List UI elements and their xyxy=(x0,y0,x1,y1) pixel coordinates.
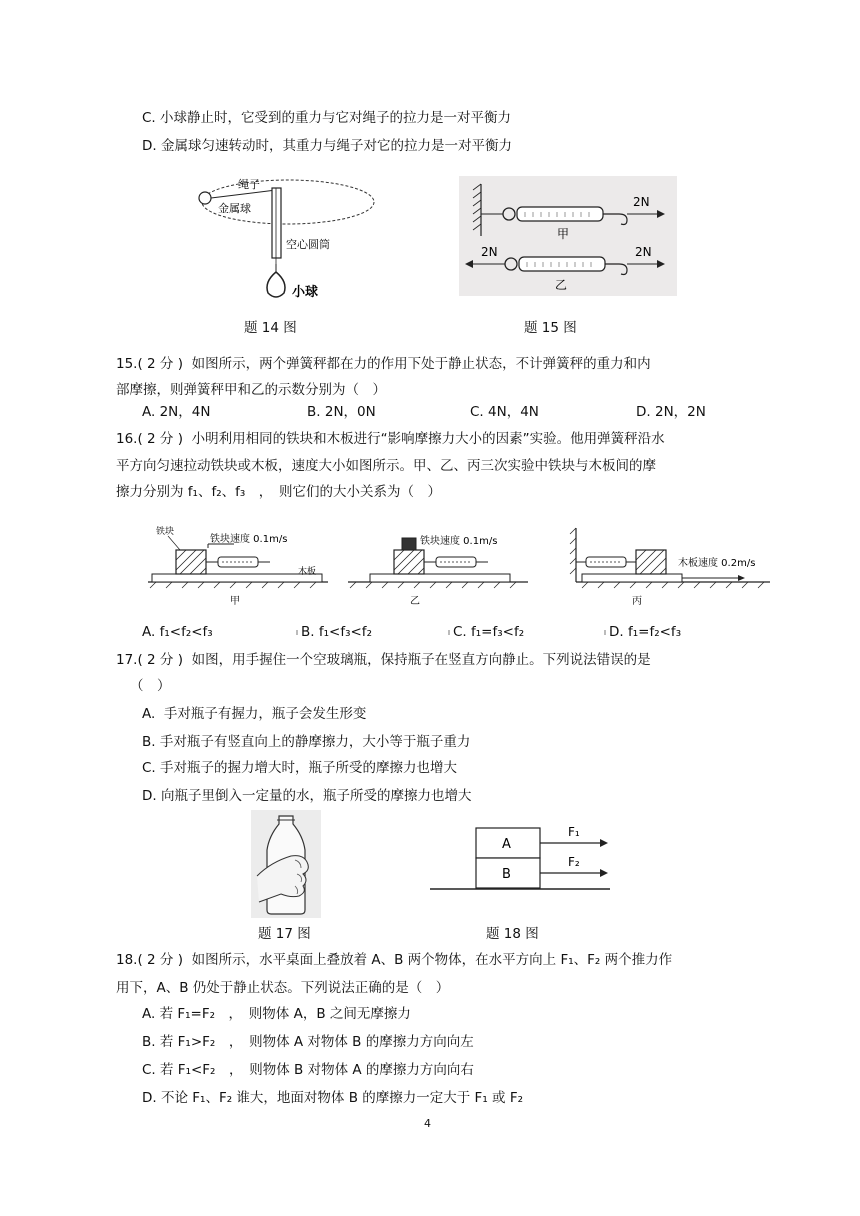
q17-stem-2: （ ） xyxy=(130,678,171,694)
svg-text:木板速度 0.2m/s: 木板速度 0.2m/s xyxy=(678,558,756,569)
q17-option-d: D. 向瓶子里倒入一定量的水，瓶子所受的摩擦力也增大 xyxy=(142,788,472,804)
q16-stem-3: 擦力分别为 f₁、f₂、f₃ ， 则它们的大小关系为（ ） xyxy=(116,484,442,500)
caption-18: 题 18 图 xyxy=(486,926,539,942)
q16-option-a: A. f₁<f₂<f₃ xyxy=(142,624,213,640)
label-yi: 乙 xyxy=(555,278,568,292)
figure-15 xyxy=(459,176,677,296)
force-label-yi-left: 2N xyxy=(481,245,498,259)
q16-option-c: C. f₁=f₃<f₂ xyxy=(448,622,524,642)
label-jia: 甲 xyxy=(557,227,570,241)
svg-text:铁块: 铁块 xyxy=(156,527,175,537)
svg-text:甲: 甲 xyxy=(230,596,240,607)
q17-option-c: C. 手对瓶子的握力增大时，瓶子所受的摩擦力也增大 xyxy=(142,760,458,776)
q15-option-d: D. 2N，2N xyxy=(636,404,706,420)
q15-stem-2: 部摩擦，则弹簧秤甲和乙的示数分别为（ ） xyxy=(116,382,386,398)
q15-stem-1: 15.( 2 分 ) 如图所示，两个弹簧秤都在力的作用下处于静止状态，不计弹簧秤的重力和内 xyxy=(116,356,651,372)
q17-option-b: B. 手对瓶子有竖直向上的静摩擦力，大小等于瓶子重力 xyxy=(142,734,471,750)
fig16-jia xyxy=(148,525,328,607)
q16-option-d: D. f₁=f₂<f₃ xyxy=(604,622,681,642)
fig16-yi xyxy=(348,534,528,607)
q17-option-a: A. 手对瓶子有握力，瓶子会发生形变 xyxy=(142,706,367,722)
q18-option-d: D. 不论 F₁、F₂ 谁大，地面对物体 B 的摩擦力一定大于 F₁ 或 F₂ xyxy=(142,1090,523,1106)
tube-label: 空心圆筒 xyxy=(286,238,330,251)
force-label-yi-right: 2N xyxy=(635,245,652,259)
q18-option-b: B. 若 F₁>F₂ ， 则物体 A 对物体 B 的摩擦力方向向左 xyxy=(142,1034,474,1050)
small-ball-label: 小球 xyxy=(292,285,319,300)
svg-text:铁块速度 0.1m/s: 铁块速度 0.1m/s xyxy=(210,534,288,545)
q16-option-b: B. f₁<f₃<f₂ xyxy=(296,622,372,642)
f1-label: F₁ xyxy=(568,825,580,839)
force-label-jia: 2N xyxy=(633,195,650,209)
q17-stem-1: 17.( 2 分 ) 如图，用手握住一个空玻璃瓶，保持瓶子在竖直方向静止。下列说法错误的是 xyxy=(116,652,651,668)
q16-stem-2: 平方向匀速拉动铁块或木板，速度大小如图所示。甲、乙、丙三次实验中铁块与木板间的摩 xyxy=(116,458,656,474)
q16-stem-1: 16.( 2 分 ) 小明利用相同的铁块和木板进行“影响摩擦力大小的因素”实验。他用弹簧秤沿水 xyxy=(116,431,665,447)
q18-option-a: A. 若 F₁=F₂ ， 则物体 A，B 之间无摩擦力 xyxy=(142,1006,411,1022)
block-b-label: B xyxy=(502,867,511,882)
figure-16 xyxy=(138,520,778,612)
caption-17: 题 17 图 xyxy=(258,926,311,942)
q15-option-c: C. 4N，4N xyxy=(470,404,539,420)
rope-label: 绳子 xyxy=(238,178,260,191)
caption-14: 题 14 图 xyxy=(244,320,297,336)
q15-option-a: A. 2N，4N xyxy=(142,404,211,420)
svg-text:乙: 乙 xyxy=(410,596,420,607)
q18-stem-1: 18.( 2 分 ) 如图所示，水平桌面上叠放着 A、B 两个物体，在水平方向上 F₁、F₂ 两个推力作 xyxy=(116,952,673,968)
option-d: D. 金属球匀速转动时，其重力与绳子对它的拉力是一对平衡力 xyxy=(142,138,512,154)
svg-text:木板: 木板 xyxy=(298,567,317,577)
fig16-bing xyxy=(570,528,770,607)
figure-17 xyxy=(251,810,321,918)
f2-label: F₂ xyxy=(568,855,580,869)
svg-text:铁块速度 0.1m/s: 铁块速度 0.1m/s xyxy=(420,536,498,547)
q18-option-c: C. 若 F₁<F₂ ， 则物体 B 对物体 A 的摩擦力方向向右 xyxy=(142,1062,474,1078)
figure-18 xyxy=(430,818,610,902)
q15-option-b: B. 2N，0N xyxy=(307,404,376,420)
option-c: C. 小球静止时，它受到的重力与它对绳子的拉力是一对平衡力 xyxy=(142,110,512,126)
figure-14 xyxy=(188,168,388,310)
q18-stem-2: 用下，A、B 仍处于静止状态。下列说法正确的是（ ） xyxy=(116,980,450,996)
metal-ball-label: 金属球 xyxy=(218,202,251,215)
svg-text:丙: 丙 xyxy=(632,596,642,607)
page-number: 4 xyxy=(424,1117,431,1130)
caption-15: 题 15 图 xyxy=(524,320,577,336)
block-a-label: A xyxy=(502,837,511,852)
